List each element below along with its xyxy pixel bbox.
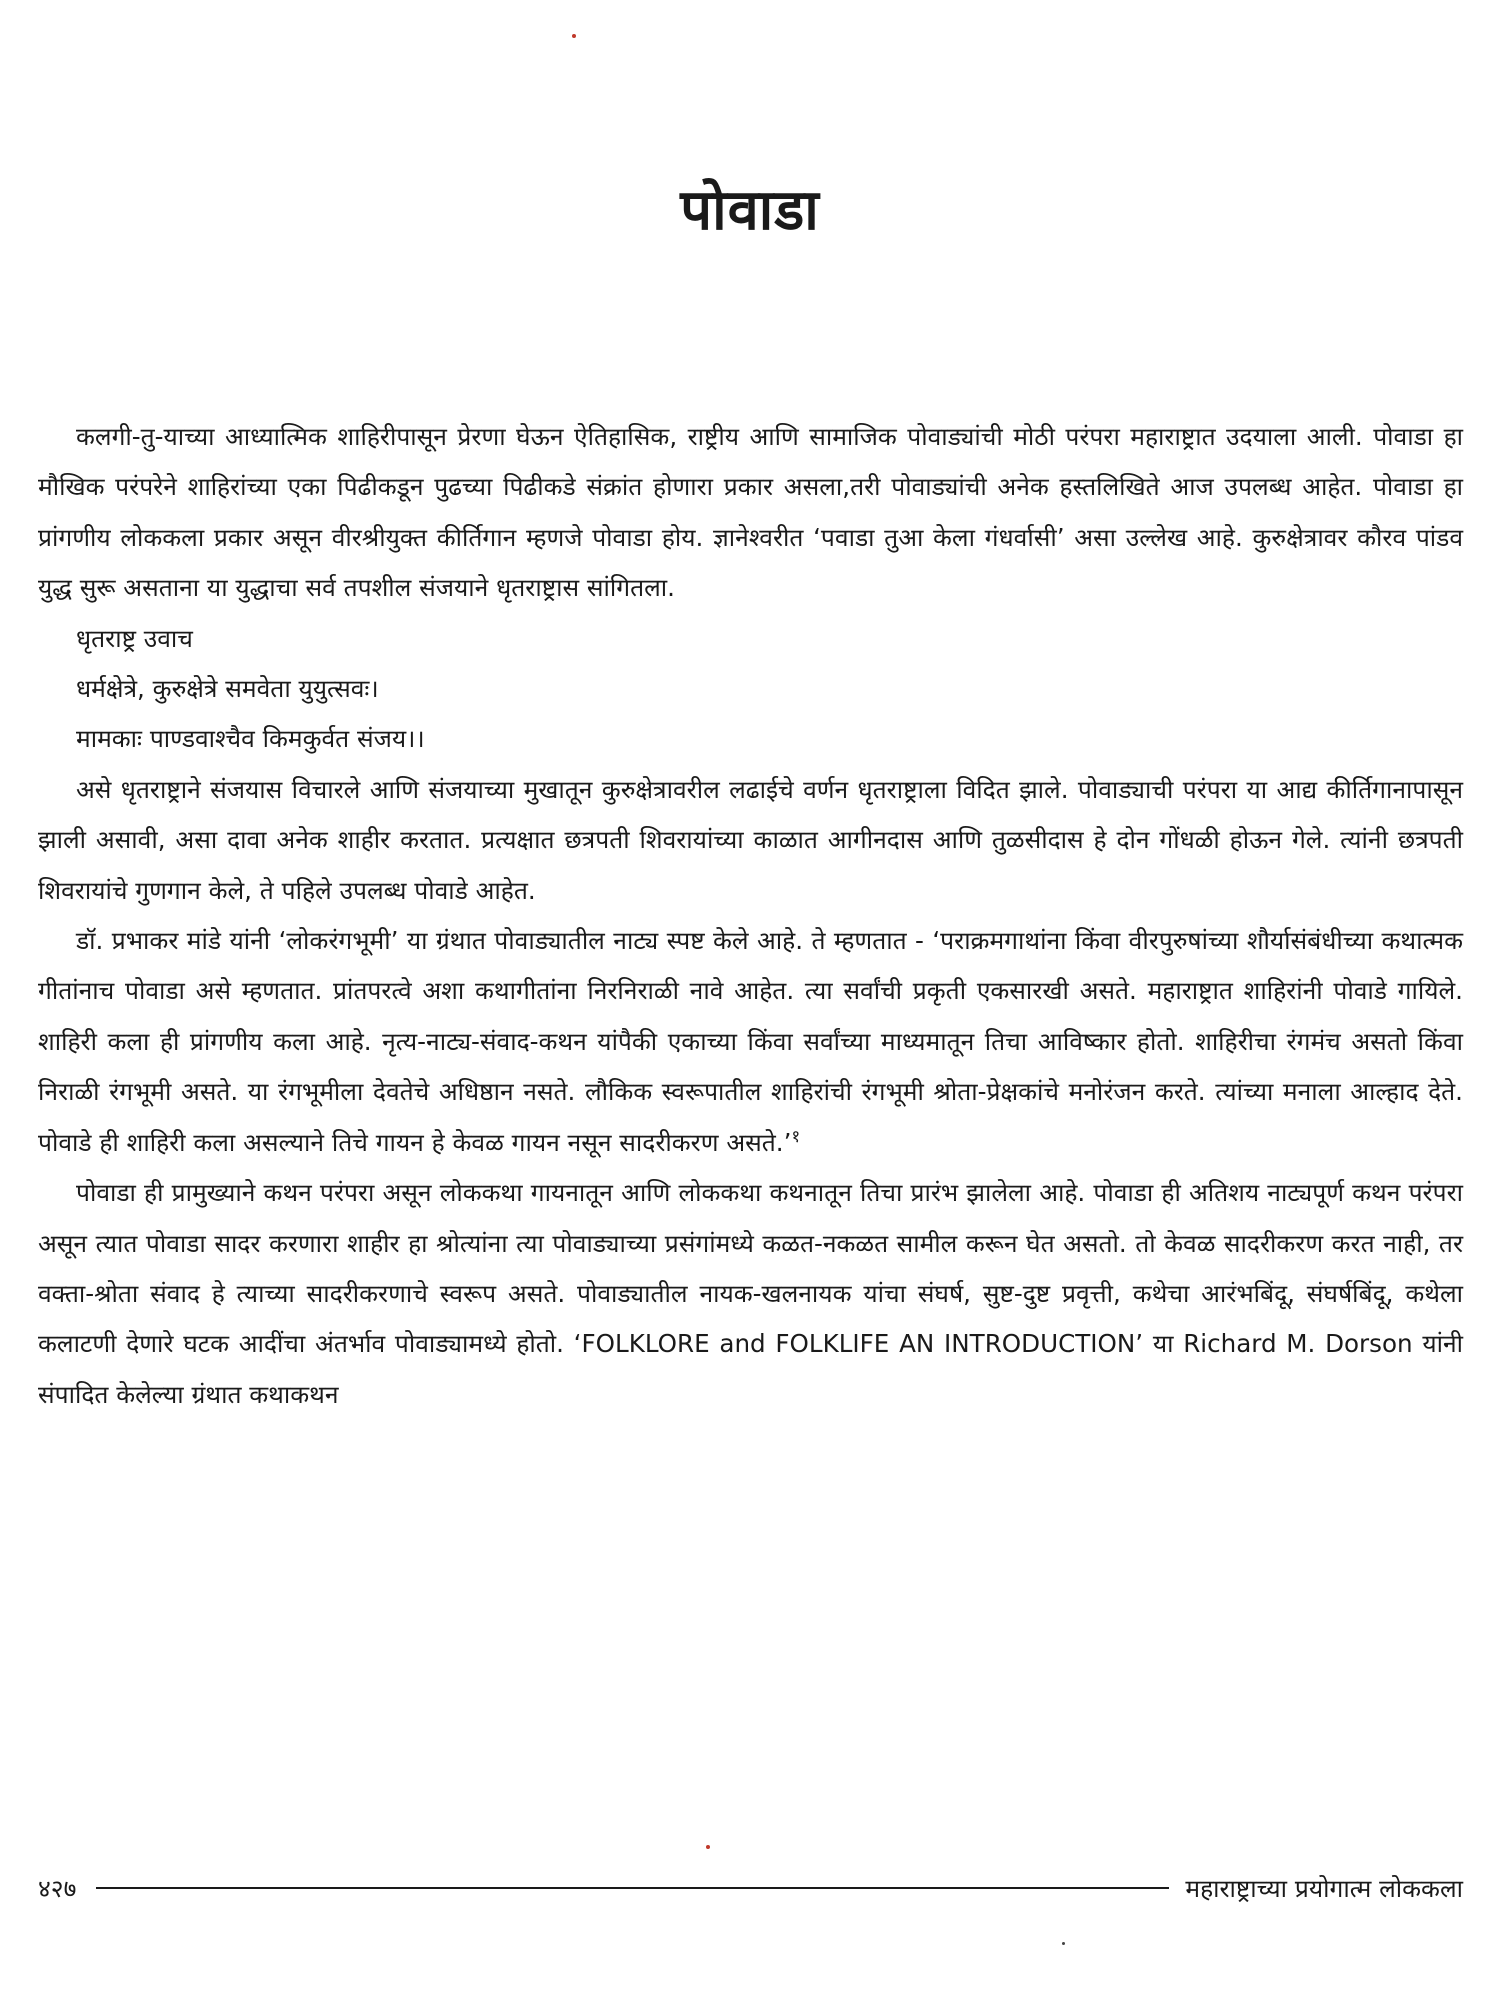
- body-text: [38, 412, 1463, 1420]
- page-footer: [38, 1872, 1463, 1904]
- book-title: महाराष्ट्राच्या प्रयोगात्म लोककला: [1185, 1873, 1463, 1903]
- page-number: ४२७: [38, 1873, 77, 1903]
- verse-line-2: धर्मक्षेत्रे, कुरुक्षेत्रे समवेता युयुत्सवः।: [76, 674, 379, 704]
- verse-line-1: धृतराष्ट्र उवाच: [76, 623, 193, 653]
- paragraph-3: [38, 916, 1463, 1168]
- footer-rule: [96, 1887, 1169, 1889]
- verse-line-3: मामकाः पाण्डवाश्चैव किमकुर्वत संजय।।: [76, 724, 425, 754]
- footnote-marker: १: [791, 1126, 801, 1147]
- page-title: पोवाडा: [680, 178, 820, 243]
- paragraph-3-text: डॉ. प्रभाकर मांडे यांनी ‘लोकरंगभूमी’ या ग्रंथात पोवाड्यातील नाट्य स्पष्ट केले आहे. ते म्हणतात - ‘पराक्रमगाथांना किंवा वीरपुरुषांच्या शौर्यासंबंधीच्या कथात्मक गीतांनाच पोवाडा असे म्हणतात. प्रांतपरत्वे अशा कथागीतांना निरनिराळी नावे आहेत. त्या सर्वांची प्रकृती एकसारखी असते. महाराष्ट्रात शाहिरांनी पोवाडे गायिले. शाहिरी कला ही प्रांगणीय कला आहे. नृत्य-नाट्य-संवाद-कथन यांपैकी एकाच्या किंवा सर्वांच्या माध्यमातून तिचा आविष्कार होतो. शाहिरीचा रंगमंच असतो किंवा निराळी रंगभूमी असते. या रंगभूमीला देवतेचे अधिष्ठान नसते. लौकिक स्वरूपातील शाहिरांची रंगभूमी श्रोता-प्रेक्षकांचे मनोरंजन करते. त्यांच्या मनाला आल्हाद देते. पोवाडे ही शाहिरी कला असल्याने तिचे गायन हे केवळ गायन नसून सादरीकरण असते.’: [38, 926, 1463, 1157]
- ink-speck: [706, 1845, 710, 1849]
- paragraph-4: पोवाडा ही प्रामुख्याने कथन परंपरा असून लोककथा गायनातून आणि लोककथा कथनातून तिचा प्रारंभ झालेला आहे. पोवाडा ही अतिशय नाट्यपूर्ण कथन परंपरा असून त्यात पोवाडा सादर करणारा शाहीर हा श्रोत्यांना त्या पोवाड्याच्या प्रसंगांमध्ये कळत-नकळत सामील करून घेत असतो. तो केवळ सादरीकरण करत नाही, तर वक्ता-श्रोता संवाद हे त्याच्या सादरीकरणाचे स्वरूप असते. पोवाड्यातील नायक-खलनायक यांचा संघर्ष, सुष्ट-दुष्ट प्रवृत्ती, कथेचा आरंभबिंदू, संघर्षबिंदू, कथेला कलाटणी देणारे घटक आदींचा अंतर्भाव पोवाड्यामध्ये होतो. ‘FOLKLORE and FOLKLIFE AN INTRODUCTION’ या Richard M. Dorson यांनी संपादित केलेल्या ग्रंथात कथाकथन: [38, 1178, 1463, 1409]
- ink-speck: [572, 34, 576, 38]
- paragraph-1: कलगी-तु-याच्या आध्यात्मिक शाहिरीपासून प्रेरणा घेऊन ऐतिहासिक, राष्ट्रीय आणि सामाजिक पोवाड्यांची मोठी परंपरा महाराष्ट्रात उदयाला आली. पोवाडा हा मौखिक परंपरेने शाहिरांच्या एका पिढीकडून पुढच्या पिढीकडे संक्रांत होणारा प्रकार असला,तरी पोवाड्यांची अनेक हस्तलिखिते आज उपलब्ध आहेत. पोवाडा हा प्रांगणीय लोककला प्रकार असून वीरश्रीयुक्त कीर्तिगान म्हणजे पोवाडा होय. ज्ञानेश्वरीत ‘पवाडा तुआ केला गंधर्वासी’ असा उल्लेख आहे. कुरुक्षेत्रावर कौरव पांडव युद्ध सुरू असताना या युद्धाचा सर्व तपशील संजयाने धृतराष्ट्रास सांगितला.: [38, 422, 1463, 603]
- ink-speck: [1062, 1942, 1065, 1945]
- paragraph-2: असे धृतराष्ट्राने संजयास विचारले आणि संजयाच्या मुखातून कुरुक्षेत्रावरील लढाईचे वर्णन धृतराष्ट्राला विदित झाले. पोवाड्याची परंपरा या आद्य कीर्तिगानापासून झाली असावी, असा दावा अनेक शाहीर करतात. प्रत्यक्षात छत्रपती शिवरायांच्या काळात आगीनदास आणि तुळसीदास हे दोन गोंधळी होऊन गेले. त्यांनी छत्रपती शिवरायांचे गुणगान केले, ते पहिले उपलब्ध पोवाडे आहेत.: [38, 774, 1463, 905]
